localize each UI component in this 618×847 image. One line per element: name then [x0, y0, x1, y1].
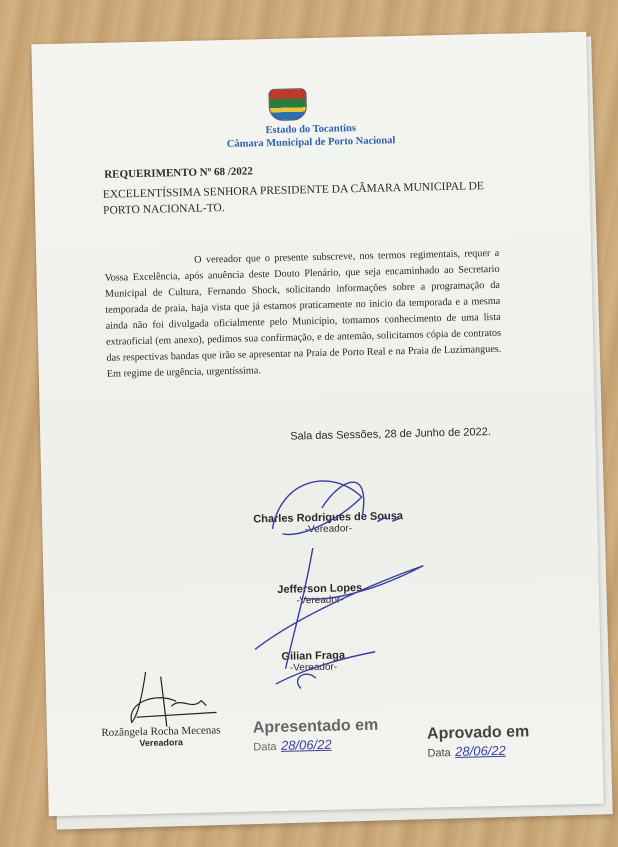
stamp-date-label: Data [253, 741, 277, 754]
stamp-label: Apresentado em [252, 716, 379, 737]
stamp-label: Aprovado em [426, 723, 530, 743]
stamp-date: 28/06/22 [454, 742, 506, 759]
signatory-rozangela [51, 723, 271, 750]
signatory-name: Charles Rodrigues de Sousa [253, 510, 404, 526]
signatory-charles [218, 509, 438, 537]
signatory-role: -Vereador- [304, 523, 353, 536]
addressee: EXCELENTÍSSIMA SENHORA PRESIDENTE DA CÂMARA MUNICIPAL DE PORTO NACIONAL-TO. [102, 180, 485, 217]
signatory-gilian [203, 648, 423, 676]
place-date: Sala das Sessões, 28 de Junho de 2022. [290, 426, 491, 443]
document-body: O vereador que o presente subscreve, nos termos regimentais, requer a Vossa Excelência, após anuência deste Douto Plenário, que seja encaminhado ao Secretario Municipal de Cultura, Fernando Shock, solicitando informações sobre a programação da temporada de praia, haja vista que já estamos praticamente no inicio da temporada e a mesma ainda não foi divulgada oficialmente pelo Município, tomamos conhecimento de uma lista extraoficial (em anexo), pedimos sua confirmação, e de antemão, solicitamos cópia de contratos das respectivas bandas que irão se apresentar na Praia de Porto Real e na Praia de Luzimangues. Em regime de urgência, urgentíssima. [104, 247, 502, 380]
stamp-date: 28/06/22 [280, 736, 332, 753]
signatory-name: Rozângela Rocha Mecenas [101, 724, 221, 739]
header-state: Estado do Tocantins [265, 123, 357, 137]
approved-stamp [427, 723, 530, 761]
municipal-crest-logo [268, 88, 307, 121]
signatory-role: Vereadora [139, 737, 184, 749]
signatory-name: Jefferson Lopes [277, 582, 363, 596]
signatory-role: -Vereador- [289, 661, 338, 674]
presented-stamp [253, 717, 379, 756]
document-page [31, 32, 603, 816]
signatory-role: -Vereador- [296, 594, 344, 607]
stamp-date-label: Data [427, 747, 451, 760]
signatory-name: Gilian Fraga [281, 649, 346, 663]
signatory-jefferson [210, 580, 430, 608]
document-title: REQUERIMENTO Nº 68 /2022 [104, 165, 253, 181]
header-chamber: Câmara Municipal de Porto Nacional [226, 135, 396, 150]
